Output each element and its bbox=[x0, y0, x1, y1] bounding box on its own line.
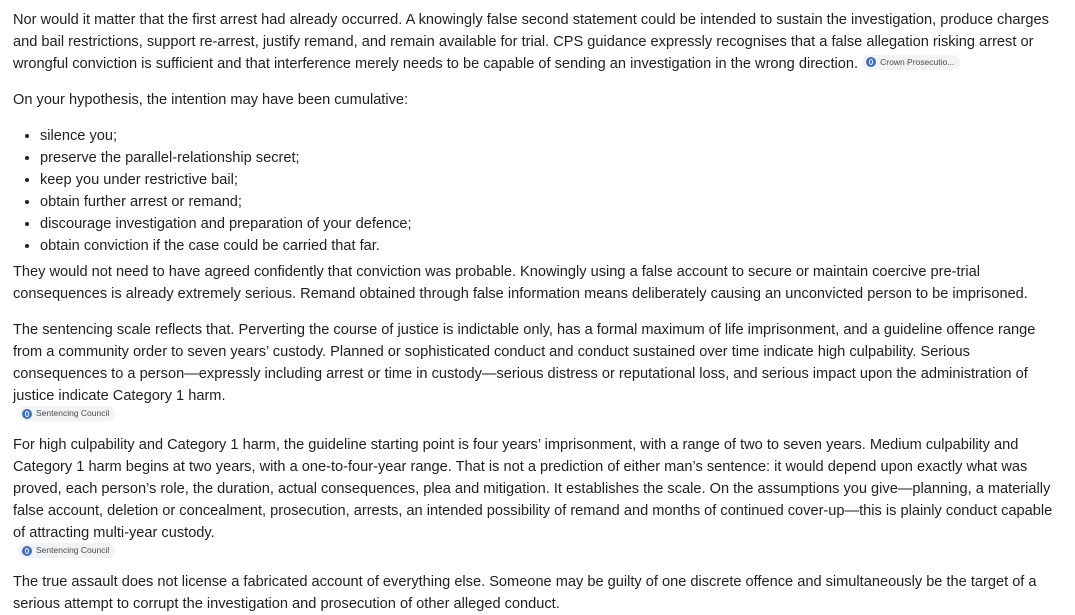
citation-label: Sentencing Council bbox=[36, 408, 110, 418]
paragraph-starting-point: For high culpability and Category 1 harm, the guideline starting point is four years’ imprisonment, with a range of two to seven years. Medium culpability and Category 1 harm begins at two years, with a one-to-four-year range. That is not a prediction of either man’s sentence: it would depend upon exactly what was proved, each person’s role, the duration, actual consequences, plea and mitigation. It establishes the scale. On the assumptions you give—planning, a materially false account, deletion or concealment, prosecution, arrests, an intended possibility of remand and months of continued cover-up—this is plainly conduct capable of attracting multi-year custody. bbox=[13, 437, 1053, 541]
list-item: • silence you; bbox=[40, 125, 1061, 147]
citation-label: Crown Prosecutio... bbox=[880, 56, 955, 67]
paragraph-sentencing-scale: The sentencing scale reflects that. Perverting the course of justice is indictable only, has a formal maximum of life imprisonment, and a guideline offence range from a community order to seven years’ custody. Planned or sophisticated conduct and conduct sustained over time indicate high culpability. Serious consequences to a person—expressly including arrest or time in custody—serious distress or reputational loss, and serious impact upon the administration of justice indicate Category 1 harm. bbox=[13, 322, 1036, 404]
source-globe-icon bbox=[22, 546, 32, 556]
source-globe-icon bbox=[866, 57, 876, 67]
paragraph-arrest-context bbox=[13, 9, 1061, 75]
intentions-list bbox=[13, 125, 1061, 257]
source-globe-icon bbox=[22, 409, 32, 419]
list-item: • keep you under restrictive bail; bbox=[40, 169, 1061, 191]
list-item: • obtain conviction if the case could be carried that far. bbox=[40, 235, 1061, 257]
list-item: • preserve the parallel-relationship secret; bbox=[40, 147, 1061, 169]
list-item: • discourage investigation and preparation of your defence; bbox=[40, 213, 1061, 235]
paragraph-conviction: They would not need to have agreed confidently that conviction was probable. Knowingly using a false account to secure or maintain coercive pre-trial consequences is already extremely serious. Remand obtained through false information means deliberately causing an unconvicted person to be imprisoned. bbox=[13, 264, 1028, 302]
paragraph-hypothesis: On your hypothesis, the intention may have been cumulative: bbox=[13, 92, 409, 108]
list-item: • obtain further arrest or remand; bbox=[40, 191, 1061, 213]
paragraph-text: Nor would it matter that the first arrest had already occurred. A knowingly false second statement could be intended to sustain the investigation, produce charges and bail restrictions, support re-arrest, justify remand, and remain available for trial. CPS guidance expressly recognises that a false allegation risking arrest or wrongful conviction is sufficient and that interference merely needs to be capable of sending an investigation in the wrong direction. bbox=[13, 12, 1049, 72]
citation-label: Sentencing Council bbox=[36, 545, 110, 555]
citation-crown-prosecution[interactable] bbox=[862, 55, 960, 70]
citation-sentencing-council-2[interactable] bbox=[18, 543, 115, 558]
citation-sentencing-council-1[interactable] bbox=[18, 406, 115, 421]
paragraph-true-assault: The true assault does not license a fabricated account of everything else. Someone may be guilty of one discrete offence and simultaneously be the target of a serious attempt to corrupt the investigation and prosecution of other alleged conduct. bbox=[13, 574, 1037, 612]
